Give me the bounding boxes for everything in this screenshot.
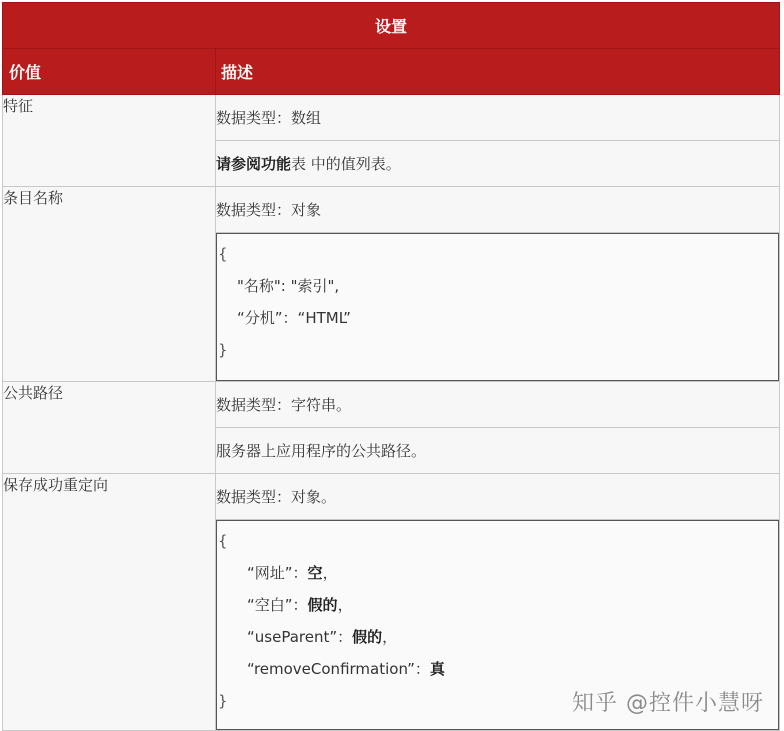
feature-type: 数据类型：数组	[216, 95, 780, 141]
code-line: "名称": "索引",	[237, 277, 340, 295]
entry-name-code-cell	[216, 233, 780, 382]
code-line: “分机”：“HTML”	[237, 309, 351, 327]
code-line	[217, 589, 778, 621]
code-value: 真	[429, 660, 445, 678]
feature-reference-text: 表 中的值列表。	[291, 155, 401, 173]
code-line	[217, 653, 778, 685]
code-punct: ，	[382, 628, 398, 646]
code-open-brace: {	[218, 245, 228, 263]
table-row	[3, 95, 780, 141]
code-key: “网址”：	[247, 564, 308, 582]
table-row	[3, 382, 780, 428]
entry-name-type: 数据类型：对象	[216, 187, 780, 233]
table-title: 设置	[3, 3, 780, 49]
code-close-brace: }	[218, 692, 228, 710]
column-header-value: 价值	[3, 49, 216, 95]
code-open-brace: {	[218, 532, 228, 550]
code-punct: ，	[322, 564, 338, 582]
table-title-row	[3, 3, 780, 49]
public-path-type: 数据类型：字符串。	[216, 382, 780, 428]
watermark: 知乎 @控件小慧呀	[572, 691, 764, 716]
feature-reference	[216, 141, 780, 187]
settings-table	[2, 2, 780, 731]
code-close-brace: }	[218, 341, 228, 359]
row-name-public-path: 公共路径	[3, 382, 216, 474]
entry-name-code-block	[216, 233, 779, 381]
code-value: 空	[307, 564, 323, 582]
code-key: “removeConfirmation”：	[247, 660, 430, 678]
row-name-entry-name: 条目名称	[3, 187, 216, 382]
public-path-description: 服务器上应用程序的公共路径。	[216, 428, 780, 474]
row-name-feature: 特征	[3, 95, 216, 187]
code-key: “空白”：	[247, 596, 308, 614]
table-row	[3, 187, 780, 233]
code-value: 假的	[307, 596, 338, 614]
row-name-save-redirect: 保存成功重定向	[3, 474, 216, 731]
table-header-row	[3, 49, 780, 95]
code-value: 假的	[352, 628, 383, 646]
save-redirect-type: 数据类型：对象。	[216, 474, 780, 520]
code-punct: ，	[337, 596, 353, 614]
table-row	[3, 474, 780, 520]
code-line	[217, 557, 778, 589]
code-line	[217, 621, 778, 653]
feature-reference-link[interactable]: 请参阅功能	[216, 155, 292, 173]
column-header-description: 描述	[216, 49, 780, 95]
code-key: “useParent”：	[247, 628, 353, 646]
